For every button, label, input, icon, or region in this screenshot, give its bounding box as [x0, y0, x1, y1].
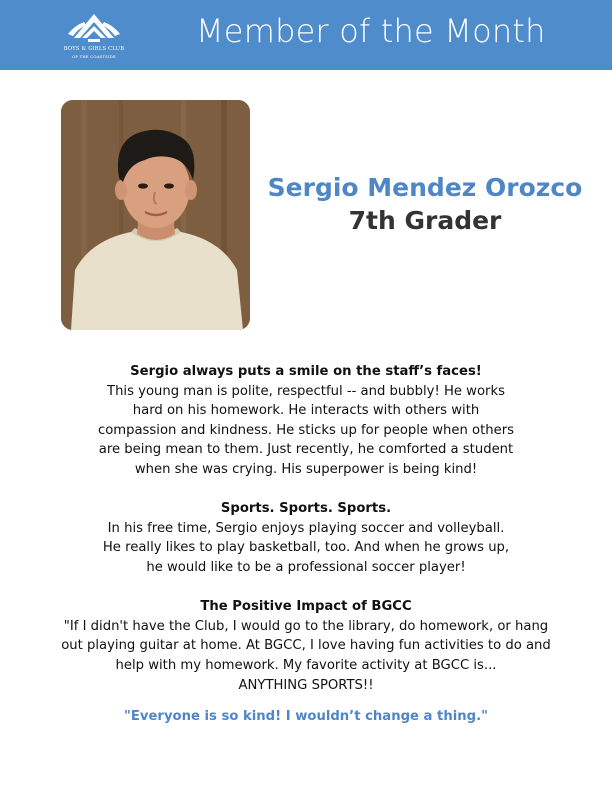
story-line: help with my homework. My favorite activity at BGCC is...: [115, 657, 497, 673]
logo-name-text: BOYS & GIRLS CLUB: [63, 46, 125, 52]
story-line: he would like to be a professional soccer player!: [146, 559, 466, 575]
club-logo-icon: [44, 8, 144, 48]
member-photo: [61, 100, 250, 330]
member-quote: "Everyone is so kind! I wouldn’t change a thing.": [124, 709, 488, 724]
story-line: compassion and kindness. He sticks up for people when others: [97, 422, 515, 438]
member-portrait-image: [61, 100, 250, 330]
section-heading-impact: The Positive Impact of BGCC: [200, 599, 412, 615]
story-line: ANYTHING SPORTS!!: [238, 677, 374, 693]
story-line: when she was crying. His superpower is being kind!: [134, 461, 478, 477]
story-line: hard on his homework. He interacts with others with: [132, 403, 480, 419]
member-name: Sergio Mendez Orozco: [267, 173, 583, 202]
page-title: Member of the Month: [196, 12, 546, 50]
story-line: "If I didn't have the Club, I would go to the library, do homework, or hang: [63, 618, 549, 634]
story-line: are being mean to them. Just recently, he comforted a student: [98, 442, 514, 458]
story-line: He really likes to play basketball, too. And when he grows up,: [102, 540, 510, 556]
story-line: This young man is polite, respectful -- and bubbly! He works: [107, 383, 505, 399]
member-grade: 7th Grader: [348, 206, 502, 235]
section-heading-sports: Sports. Sports. Sports.: [220, 501, 392, 517]
header-banner: [0, 0, 612, 70]
section-spacer: [50, 578, 562, 598]
logo-subtitle-text: OF THE COASTSIDE: [72, 54, 116, 59]
section-spacer: [50, 480, 562, 500]
section-heading-smile: Sergio always puts a smile on the staff’s faces!: [130, 364, 482, 379]
story-line: out playing guitar at home. At BGCC, I love having fun activities to do and: [61, 638, 551, 654]
club-logo: [44, 8, 144, 64]
story-line: In his free time, Sergio enjoys playing soccer and volleyball.: [107, 520, 505, 536]
member-story: [50, 362, 562, 695]
